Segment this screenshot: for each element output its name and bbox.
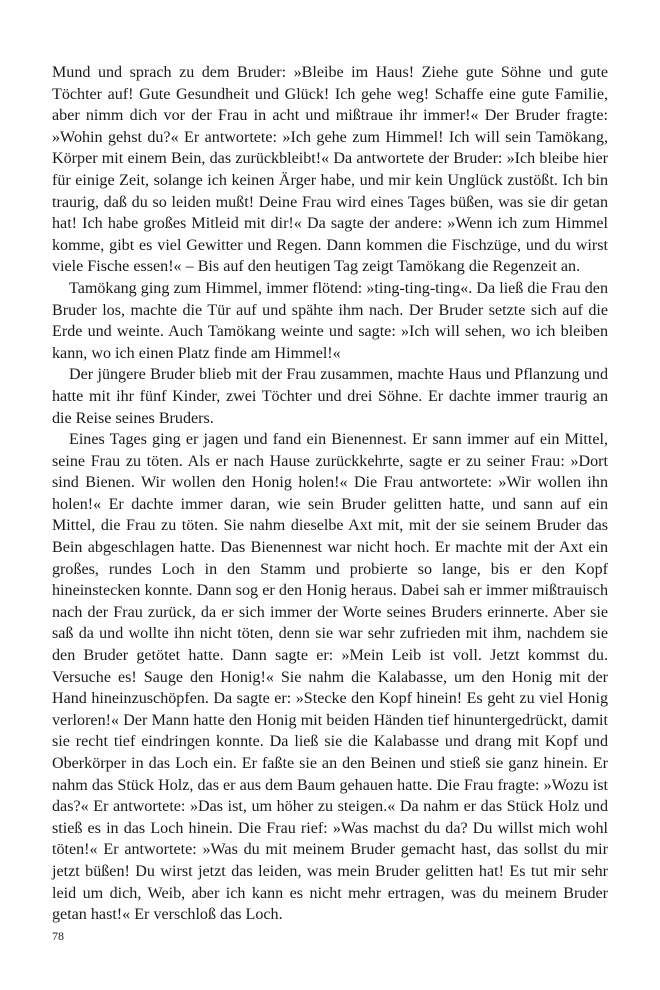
paragraph-3: Der jüngere Bruder blieb mit der Frau zusammen, machte Haus und Pflanzung und hatte mit ihr fünf Kinder, zwei Töchter und drei Söhne. Er dachte immer traurig an die Reise seines Bruders. [52,366,608,427]
page-number: 78 [52,929,64,943]
paragraph-2: Tamökang ging zum Himmel, immer flötend: »ting-ting-ting«. Da ließ die Frau den Bruder los, machte die Tür auf und spähte ihm nach. Der Bruder setzte sich auf die Erde und weinte. Auch Tamökang weinte und sagte: »Ich will sehen, wo ich bleiben kann, wo ich einen Platz finde am Himmel!« [52,279,608,362]
paragraph-4: Eines Tages ging er jagen und fand ein Bienennest. Er sann immer auf ein Mittel, seine Frau zu töten. Als er nach Hause zurückkehrte, sagte er zu seiner Frau: »Dort sind Bienen. Wir wollen den Honig holen!« Die Frau antwortete: »Wir wollen ihn holen!« Er dachte immer daran, wie sein Bruder gelitten hatte, und sann auf ein Mittel, die Frau zu töten. Sie nahm dieselbe Axt mit, mit der sie seinem Bruder das Bein abgeschlagen hatte. Das Bienennest war nicht hoch. Er machte mit der Axt ein großes, rundes Loch in den Stamm und probierte so lange, bis er den Kopf hineinstecken konnte. Dann sog er den Honig heraus. Dabei sah er immer mißtrauisch nach der Frau zurück, da er sich immer der Worte seines Bruders erinnerte. Aber sie saß da und wollte ihn nicht töten, denn sie war sehr zufrieden mit ihm, nachdem sie den Bruder getötet hatte. Dann sagte er: »Mein Leib ist voll. Jetzt kommst du. Versuche es! Sauge den Honig!« Sie nahm die Kalabasse, um den Honig mit der Hand hineinzuschöpfen. Da sagte er: »Stecke den Kopf hinein! Es geht zu viel Honig verloren!« Der Mann hatte den Honig mit beiden Händen tief hinuntergedrückt, damit sie recht tief eindringen konnte. Da ließ sie die Kalabasse und drang mit Kopf und Oberkörper in das Loch ein. Er faßte sie an den Beinen und stieß sie ganz hinein. Er nahm das Stück Holz, das er aus dem Baum gehauen hatte. Die Frau fragte: »Wozu ist das?« Er antwortete: »Das ist, um höher zu steigen.« Da nahm er das Stück Holz und stieß es in das Loch hinein. Die Frau rief: »Was machst du da? Du willst mich wohl töten!« Er antwortete: »Was du mit meinem Bruder gemacht hast, das sollst du mir jetzt büßen! Du wirst jetzt das leiden, was mein Bruder gelitten hat! Es tut mir sehr leid um dich, Weib, aber ich kann es nicht mehr ertragen, was du meinem Bruder getan hast!« Er verschloß das Loch. [52,431,608,924]
page-body [52,62,608,926]
paragraph-1: Mund und sprach zu dem Bruder: »Bleibe im Haus! Ziehe gute Söhne und gute Töchter auf! Gute Gesundheit und Glück! Ich gehe weg! Schaffe eine gute Familie, aber nimm dich vor der Frau in acht und mißtraue ihr immer!« Der Bruder fragte: »Wohin gehst du?« Er antwortete: »Ich gehe zum Himmel! Ich will sein Tamökang, Körper mit einem Bein, das zurückbleibt!« Da antwortete der Bruder: »Ich bleibe hier für einige Zeit, solange ich keinen Ärger habe, und mir kein Unglück zustößt. Ich bin traurig, daß du so leiden mußt! Deine Frau wird eines Tages büßen, was sie dir getan hat! Ich habe großes Mitleid mit dir!« Da sagte der andere: »Wenn ich zum Himmel komme, gibt es viel Gewitter und Regen. Dann kommen die Fischzüge, und du wirst viele Fische essen!« – Bis auf den heutigen Tag zeigt Tamökang die Regenzeit an. [52,64,608,276]
